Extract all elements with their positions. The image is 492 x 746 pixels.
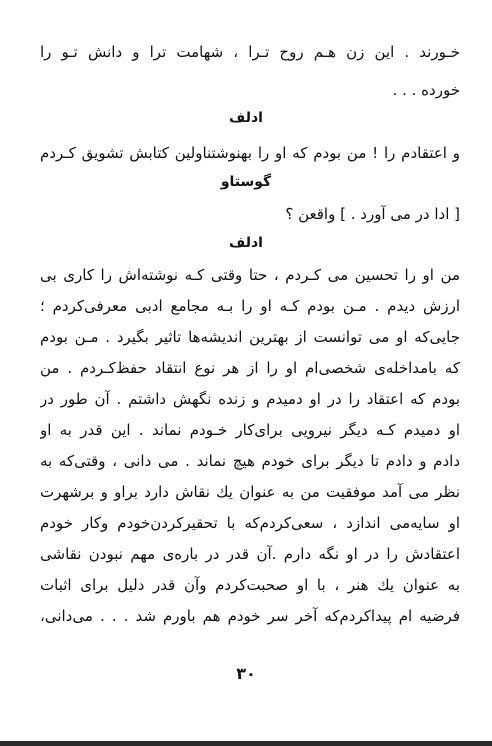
- text-line: خورده . . .: [392, 81, 460, 99]
- text-line: خـورند . این زن هـم روح تـرا ، شهامت ترا و دانش تـو را: [40, 43, 460, 61]
- speaker-name: گوستاو: [220, 174, 272, 190]
- speaker-name: ادلف: [229, 235, 263, 251]
- text-line: نظر می آمد موفقیت من به عنوان یك نقاش دارد براو و برشهرت: [40, 483, 460, 501]
- page-number: ۳۰: [236, 664, 256, 683]
- text-line: جایی‌که او می توانست از بهترین اندیشه‌ها تاثیر بگیرد . مـن بودم: [40, 328, 460, 346]
- text-line: دادم و دادم تا دیگر برای خودم هیچ نماند . می دانی ، وقتی‌که به: [40, 452, 460, 470]
- text-line: و اعتقادم را ! من بودم که او را بهنوشتناولین کتابش تشویق کـردم: [40, 144, 460, 162]
- text-line: که بامداخله‌ی شخصی‌ام او را از هر نوع انتقاد حفظ‌کـردم . من: [40, 359, 460, 377]
- speaker-name: ادلف: [229, 110, 263, 126]
- text-line: او دمیدم کـه دیگر نیرویی برای‌کار خـودم نماند . این قدر به او: [40, 421, 460, 439]
- bottom-border: [0, 741, 492, 746]
- text-line: فرضیه ام پیداکردم‌که آخر سر خودم هم باورم شد . . . می‌دانی،: [40, 607, 460, 625]
- text-line: اعتقادش را در او نگه دارم .آن قدر در باره‌ی مهم نبودن نقاشی: [40, 545, 460, 563]
- text-line: ارزش دیدم . مـن بودم کـه او را بـه مجامع ادبی معرفی‌کردم ؛: [40, 297, 460, 315]
- text-line: به عنوان یك هنر ، با او صحبت‌کردم وآن قدر دلیل برای اثبات: [40, 576, 460, 594]
- text-line: من او را تحسین می کـردم ، حتا وقتی کـه نوشته‌اش را کاری بی: [40, 266, 460, 284]
- text-line: او سایه‌می اندازد ، سعی‌کردم‌که با تحقیرکردن‌خودم وکار خودم: [40, 514, 460, 532]
- stage-direction: [ ادا در می آورد . ] واقعن ؟: [285, 205, 460, 223]
- text-line: بودم که اعتقاد را در او دمیدم و زنده نگهش داشتم . آن طور در: [40, 390, 460, 408]
